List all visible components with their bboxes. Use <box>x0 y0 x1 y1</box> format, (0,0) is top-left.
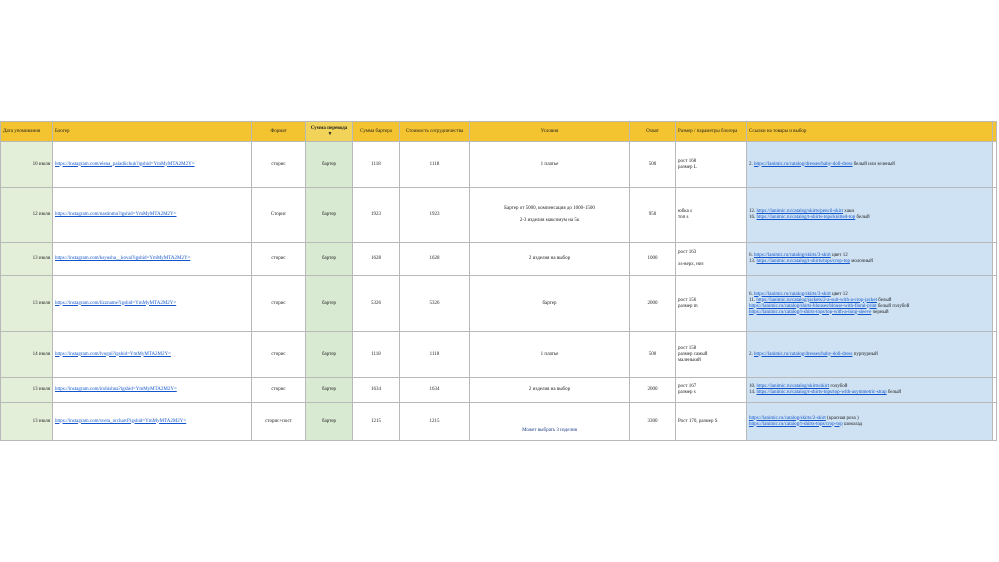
product-link[interactable]: https://lanimic.ru/catalog/skirts/skirt <box>756 384 830 389</box>
link-prefix: 2. <box>749 161 754 167</box>
blogger-cell[interactable] <box>53 276 252 332</box>
format-cell[interactable]: Сторис <box>252 188 306 243</box>
link-note: белый голубой <box>876 303 910 309</box>
links-cell[interactable] <box>747 243 993 276</box>
conditions-cell[interactable] <box>470 276 630 332</box>
reach-cell[interactable]: 500 <box>630 332 676 378</box>
header-format[interactable]: Формат <box>252 122 306 142</box>
blogger-link[interactable]: https://instagram.com/lizzname?igshid=YmMyMTA2M2Y= <box>55 300 177 306</box>
product-link[interactable]: https://lanimic.ru/catalog/jackets/2-a-suit-with-a-crop-jacket <box>756 297 877 303</box>
table-row <box>1 403 997 441</box>
reach-cell[interactable]: 3300 <box>630 403 676 441</box>
link-line <box>749 352 990 358</box>
header-size[interactable]: Размер / параметры блогера <box>676 122 747 142</box>
blogger-link[interactable]: https://instagram.com/lvogul?igshid=YmMyMTA2M2Y= <box>55 351 171 357</box>
header-reach[interactable]: Охват <box>630 122 676 142</box>
date-cell[interactable]: 12 июля <box>1 188 53 243</box>
blogger-cell[interactable] <box>53 403 252 441</box>
conditions-cell[interactable] <box>470 188 630 243</box>
conditions-text: 2 изделия на выбор <box>528 387 571 392</box>
blogger-cell[interactable] <box>53 332 252 378</box>
link-prefix: 6. <box>749 291 754 297</box>
sum-cell[interactable]: бартер <box>306 332 353 378</box>
size-text: рост 167 размер s <box>678 384 697 395</box>
format-cell[interactable]: сторис <box>252 332 306 378</box>
product-link[interactable]: https://lanimic.ru/catalog/t-shirts/tops/crop-top <box>756 259 850 264</box>
cost-cell[interactable]: 5326 <box>400 276 470 332</box>
barter-cell[interactable]: 1215 <box>353 403 400 441</box>
conditions-cell[interactable] <box>470 403 630 441</box>
blogger-cell[interactable] <box>53 378 252 403</box>
reach-cell[interactable]: 2000 <box>630 378 676 403</box>
blogger-cell[interactable] <box>53 142 252 188</box>
conditions-text: 2 изделия на выбор <box>528 256 571 261</box>
header-links[interactable]: Ссылки на товары и выбор <box>747 122 993 142</box>
size-text: юбка s топ s <box>678 209 693 220</box>
product-link[interactable]: https://lanimic.ru/catalog/dresses/baby-doll-dress <box>754 351 853 357</box>
reach-cell[interactable]: 1000 <box>630 243 676 276</box>
conditions-cell[interactable] <box>470 142 630 188</box>
header-sum-transfer[interactable] <box>306 122 353 142</box>
link-note: белый <box>876 297 892 303</box>
conditions-text-2: 2-3 изделия максимум на 5к <box>519 218 580 223</box>
format-cell[interactable]: сторис+пост <box>252 403 306 441</box>
links-cell[interactable] <box>747 276 993 332</box>
barter-cell[interactable]: 1634 <box>353 378 400 403</box>
table-row <box>1 378 997 403</box>
link-note: белый или зеленый <box>852 161 895 167</box>
blogger-link[interactable]: https://instagram.com/nastinmu?igshid=YmMyMTA2M2Y= <box>55 212 177 217</box>
size-cell[interactable] <box>676 276 747 332</box>
header-cost[interactable]: Стоимость сотрудничества <box>400 122 470 142</box>
format-cell[interactable]: сторис <box>252 276 306 332</box>
link-note: цвет 12 <box>830 291 848 297</box>
product-link[interactable]: https://lanimic.ru/catalog/t-shirts-tops/top-with-a-long-sleeve <box>749 309 872 315</box>
barter-cell[interactable]: 1628 <box>353 243 400 276</box>
link-note: (красная роза ) <box>825 415 859 421</box>
link-note: молочный <box>849 259 873 264</box>
edge-column <box>993 276 997 332</box>
header-sum-transfer-label: Сумма перевода <box>310 125 348 131</box>
format-cell[interactable]: сторис <box>252 142 306 188</box>
conditions-text: Может выбрать 3 изделия <box>522 427 577 433</box>
conditions-cell[interactable] <box>470 378 630 403</box>
size-text: рост 163 хs-верх, низ <box>678 250 704 267</box>
header-date[interactable]: Дата упоминания <box>1 122 53 142</box>
header-blogger[interactable]: Блогер <box>53 122 252 142</box>
size-cell[interactable] <box>676 142 747 188</box>
size-text: рост 168 размер L <box>678 158 697 170</box>
link-note: пурпурный <box>852 351 878 357</box>
spreadsheet-table <box>0 121 997 441</box>
link-prefix: 13. <box>749 259 757 264</box>
sum-cell[interactable]: бартер <box>306 403 353 441</box>
edge-column <box>993 378 997 403</box>
edge-column <box>993 122 997 142</box>
blogger-link[interactable]: https://instagram.com/irohishna?igshid=YmMyMTA2M2Y= <box>55 387 177 392</box>
link-prefix: 2. <box>749 351 754 357</box>
product-link[interactable]: https://lanimic.ru/catalog/t-shirts-tops/crop-top <box>749 421 843 427</box>
link-line <box>749 422 990 428</box>
date-cell[interactable]: 10 июля <box>1 142 53 188</box>
size-text: Рост 170, размер S <box>678 418 718 424</box>
blogger-link[interactable]: https://instagram.com/elena_paladiichuk?igshid=YmMyMTA2M2Y= <box>55 161 195 167</box>
link-prefix: 10. <box>749 384 757 389</box>
links-cell[interactable] <box>747 378 993 403</box>
link-line <box>749 390 990 396</box>
barter-cell[interactable]: 1118 <box>353 332 400 378</box>
size-cell[interactable] <box>676 403 747 441</box>
table-row <box>1 276 997 332</box>
sum-cell[interactable]: бартер <box>306 276 353 332</box>
table-row <box>1 142 997 188</box>
edge-column <box>993 188 997 243</box>
size-cell[interactable] <box>676 378 747 403</box>
conditions-text: 1 платье <box>540 161 559 167</box>
links-cell[interactable] <box>747 188 993 243</box>
link-prefix: 14. <box>749 390 757 395</box>
reach-cell[interactable]: 500 <box>630 142 676 188</box>
date-cell[interactable]: 13 июля <box>1 243 53 276</box>
product-link[interactable]: https://lanimic.ru/catalog/shirts-blouses/blouse-with-floral-print <box>749 303 877 309</box>
table-row <box>1 332 997 378</box>
filter-icon[interactable]: ▼ <box>327 131 333 137</box>
links-cell[interactable] <box>747 403 993 441</box>
reach-cell[interactable]: 2000 <box>630 276 676 332</box>
size-text: рост 158 размер самый маленький <box>678 345 708 363</box>
conditions-text: бартер <box>542 300 557 306</box>
sum-cell[interactable]: бартер <box>306 142 353 188</box>
table-row <box>1 243 997 276</box>
blogger-link[interactable]: https://instagram.com/sveta_orchard?igshid=YmMyMTA2M2Y= <box>55 418 187 424</box>
link-note: хаки <box>843 209 855 214</box>
link-note: цвет 12 <box>830 253 848 258</box>
product-link[interactable]: https://lanimic.ru/catalog/skirts/2-skirt <box>749 415 826 421</box>
link-note: голубой <box>829 384 848 389</box>
link-line <box>749 162 990 168</box>
cost-cell[interactable]: 1215 <box>400 403 470 441</box>
size-cell[interactable] <box>676 188 747 243</box>
product-link[interactable]: https://lanimic.ru/catalog/skirts/pencil-skirt <box>756 209 844 214</box>
sum-cell[interactable]: бартер <box>306 378 353 403</box>
conditions-text: Бартер от 5000, компенсация до 1000-1500 <box>504 206 595 211</box>
blogger-cell[interactable] <box>53 188 252 243</box>
product-link[interactable]: https://lanimic.ru/catalog/skirts/3-skirt <box>754 291 831 297</box>
table-row <box>1 188 997 243</box>
conditions-text: 1 платье <box>540 351 559 357</box>
format-cell[interactable]: сторис <box>252 243 306 276</box>
cost-cell[interactable]: 1923 <box>400 188 470 243</box>
link-note: белый <box>886 390 902 395</box>
link-note: шоколад <box>842 421 863 427</box>
link-prefix: 6. <box>749 253 754 258</box>
product-link[interactable]: https://lanimic.ru/catalog/dresses/baby-doll-dress <box>754 161 853 167</box>
conditions-cell[interactable] <box>470 332 630 378</box>
edge-column <box>993 142 997 188</box>
blogger-link[interactable]: https://instagram.com/ksyusha__koval?igshid=YmMyMTA2M2Y= <box>55 256 191 261</box>
link-line <box>749 259 990 265</box>
link-line <box>749 215 990 221</box>
header-sum-barter[interactable]: Сумма бартера <box>353 122 400 142</box>
link-prefix: 12. <box>749 209 757 214</box>
product-link[interactable]: https://lanimic.ru/catalog/skirts/3-skirt <box>754 253 831 258</box>
link-prefix: 11. <box>749 297 757 303</box>
date-cell[interactable]: 13 июля <box>1 403 53 441</box>
links-cell[interactable] <box>747 142 993 188</box>
link-line <box>749 310 990 316</box>
product-link[interactable]: https://lanimic.ru/catalog/t-shirts-tops/top-with-asymmetric-strap <box>756 390 887 395</box>
barter-cell[interactable]: 1923 <box>353 188 400 243</box>
blogger-cell[interactable] <box>53 243 252 276</box>
sum-cell[interactable]: бартер <box>306 243 353 276</box>
date-cell[interactable]: 13 июля <box>1 378 53 403</box>
header-row <box>1 122 997 142</box>
conditions-cell[interactable] <box>470 243 630 276</box>
barter-cell[interactable]: 1118 <box>353 142 400 188</box>
barter-cell[interactable]: 5326 <box>353 276 400 332</box>
size-cell[interactable] <box>676 332 747 378</box>
date-cell[interactable]: 13 июля <box>1 276 53 332</box>
reach-cell[interactable]: 950 <box>630 188 676 243</box>
edge-column <box>993 243 997 276</box>
date-cell[interactable]: 14 июля <box>1 332 53 378</box>
edge-column <box>993 332 997 378</box>
product-link[interactable]: https://lanimic.ru/catalog/t-shirts-tops/knitted-top <box>756 215 856 220</box>
size-text: рост 156 размер m <box>678 297 698 309</box>
cost-cell[interactable]: 1628 <box>400 243 470 276</box>
edge-column <box>993 403 997 441</box>
header-conditions[interactable]: Условия <box>470 122 630 142</box>
links-cell[interactable] <box>747 332 993 378</box>
size-cell[interactable] <box>676 243 747 276</box>
format-cell[interactable]: сторис <box>252 378 306 403</box>
link-prefix: 16. <box>749 215 757 220</box>
link-note: белый <box>855 215 870 220</box>
sum-cell[interactable]: бартер <box>306 188 353 243</box>
cost-cell[interactable]: 1118 <box>400 332 470 378</box>
cost-cell[interactable]: 1634 <box>400 378 470 403</box>
cost-cell[interactable]: 1118 <box>400 142 470 188</box>
link-note: черный <box>871 309 889 315</box>
